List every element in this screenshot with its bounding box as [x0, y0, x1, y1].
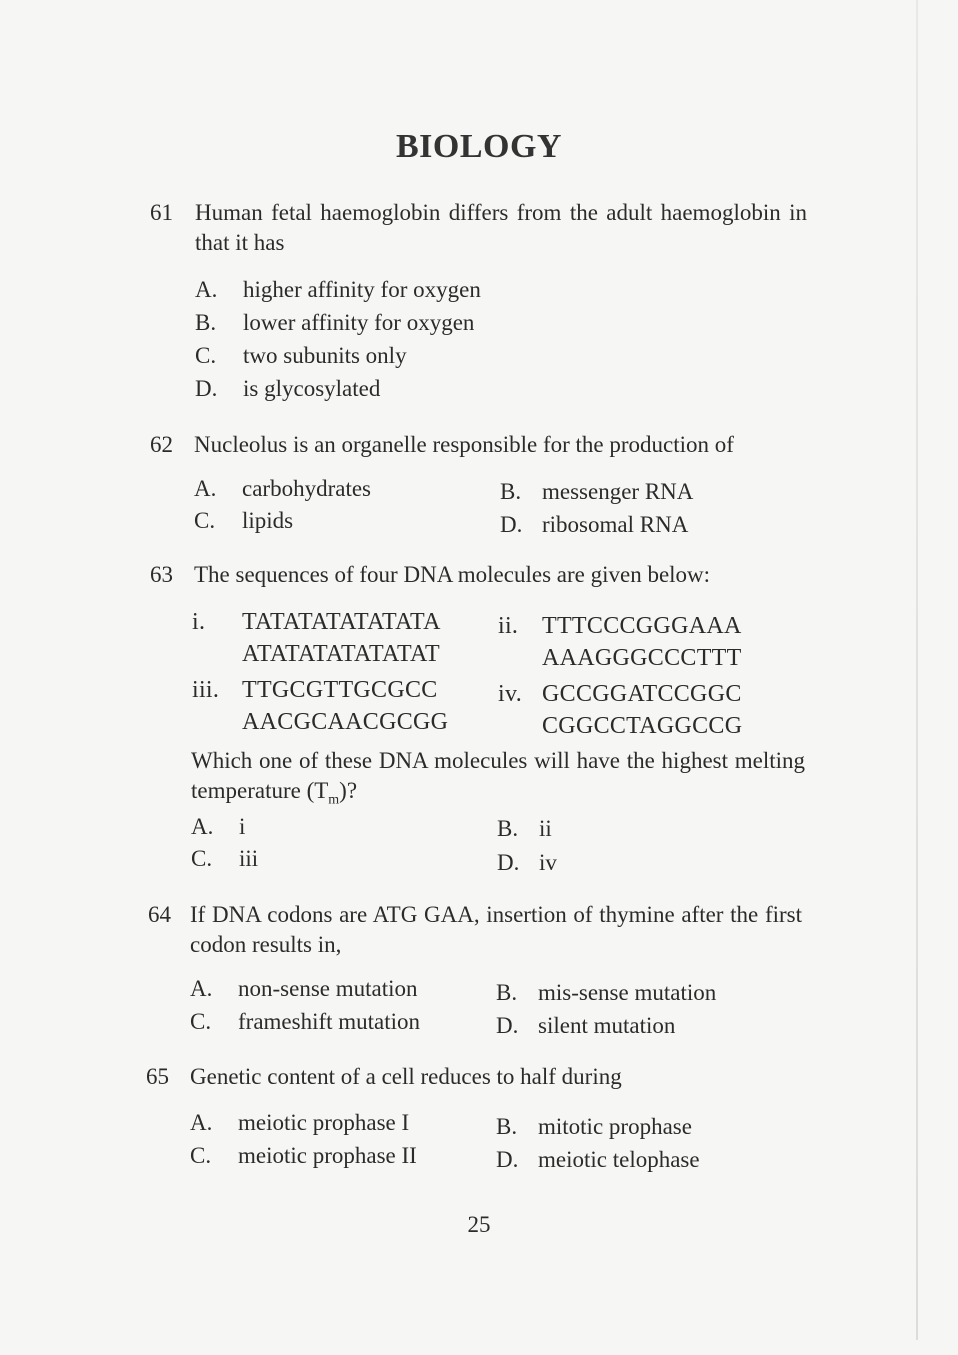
sequence-strand: TTGCGTTGCGCC — [242, 677, 438, 703]
sequence-strand: CGGCCTAGGCCG — [542, 713, 743, 739]
question-text: Nucleolus is an organelle responsible for the production of — [194, 432, 734, 457]
option-c[interactable]: C. lipids — [194, 508, 294, 533]
option-b[interactable]: B. lower affinity for oxygen — [195, 310, 475, 335]
sequence-iii: iii. TTGCGTTGCGCC AACGCAACGCGG — [192, 674, 448, 738]
question-number: 63 — [150, 562, 173, 587]
question-followup: Which one of these DNA molecules will have the highest melting temperature $(T_m)$? — [191, 748, 805, 808]
sequence-strand: AAAGGGCCCTTT — [542, 645, 742, 671]
sequence-strand: ATATATATATATAT — [242, 641, 440, 667]
question-62 — [150, 430, 810, 462]
option-b[interactable]: B. mitotic prophase — [496, 1114, 692, 1139]
option-c[interactable]: C. frameshift mutation — [190, 1009, 421, 1034]
option-a[interactable]: A. non-sense mutation — [190, 976, 418, 1001]
option-c[interactable]: C. iii — [191, 846, 259, 871]
question-text: Human fetal haemoglobin differs from the adult haemoglobin in that it has — [195, 200, 807, 255]
question-text: The sequences of four DNA molecules are given below: — [194, 562, 711, 587]
page-edge — [916, 0, 918, 1340]
option-a[interactable]: A. higher affinity for oxygen — [195, 277, 481, 302]
question-64 — [148, 900, 808, 962]
question-number: 62 — [150, 432, 173, 457]
question-number: 64 — [148, 902, 171, 927]
question-number: 61 — [150, 200, 173, 225]
option-b[interactable]: B. mis-sense mutation — [496, 980, 717, 1005]
question-61 — [150, 198, 810, 260]
option-b[interactable]: B. ii — [497, 816, 552, 841]
page-number: 25 — [467, 1212, 491, 1237]
question-63 — [150, 560, 810, 592]
question-number: 65 — [146, 1064, 169, 1089]
option-a[interactable]: A. i — [191, 814, 246, 839]
question-text: If DNA codons are ATG GAA, insertion of thymine after the first codon results in, — [190, 902, 802, 957]
question-65 — [146, 1062, 806, 1094]
page-title: BIOLOGY — [396, 128, 562, 165]
option-d[interactable]: D. ribosomal RNA — [500, 512, 689, 537]
option-b[interactable]: B. messenger RNA — [500, 479, 694, 504]
sequence-strand: TTTCCCGGGAAA — [542, 613, 742, 639]
option-a[interactable]: A. meiotic prophase I — [190, 1110, 410, 1135]
sequence-iv: iv. GCCGGATCCGGC CGGCCTAGGCCG — [498, 678, 742, 742]
sequence-strand: AACGCAACGCGG — [242, 709, 449, 735]
sequence-strand: GCCGGATCCGGC — [542, 681, 742, 707]
option-d[interactable]: D. meiotic telophase — [496, 1147, 700, 1172]
option-d[interactable]: D. is glycosylated — [195, 376, 381, 401]
sequence-ii: ii. TTTCCCGGGAAA AAAGGGCCCTTT — [498, 610, 742, 674]
option-d[interactable]: D. silent mutation — [496, 1013, 676, 1038]
sequence-strand: TATATATATATATA — [242, 609, 441, 635]
option-a[interactable]: A. carbohydrates — [194, 476, 371, 501]
option-c[interactable]: C. two subunits only — [195, 343, 407, 368]
question-text: Genetic content of a cell reduces to half during — [190, 1064, 622, 1089]
sequence-i: i. TATATATATATATA ATATATATATATAT — [192, 606, 441, 670]
option-d[interactable]: D. iv — [497, 850, 557, 875]
option-c[interactable]: C. meiotic prophase II — [190, 1143, 417, 1168]
